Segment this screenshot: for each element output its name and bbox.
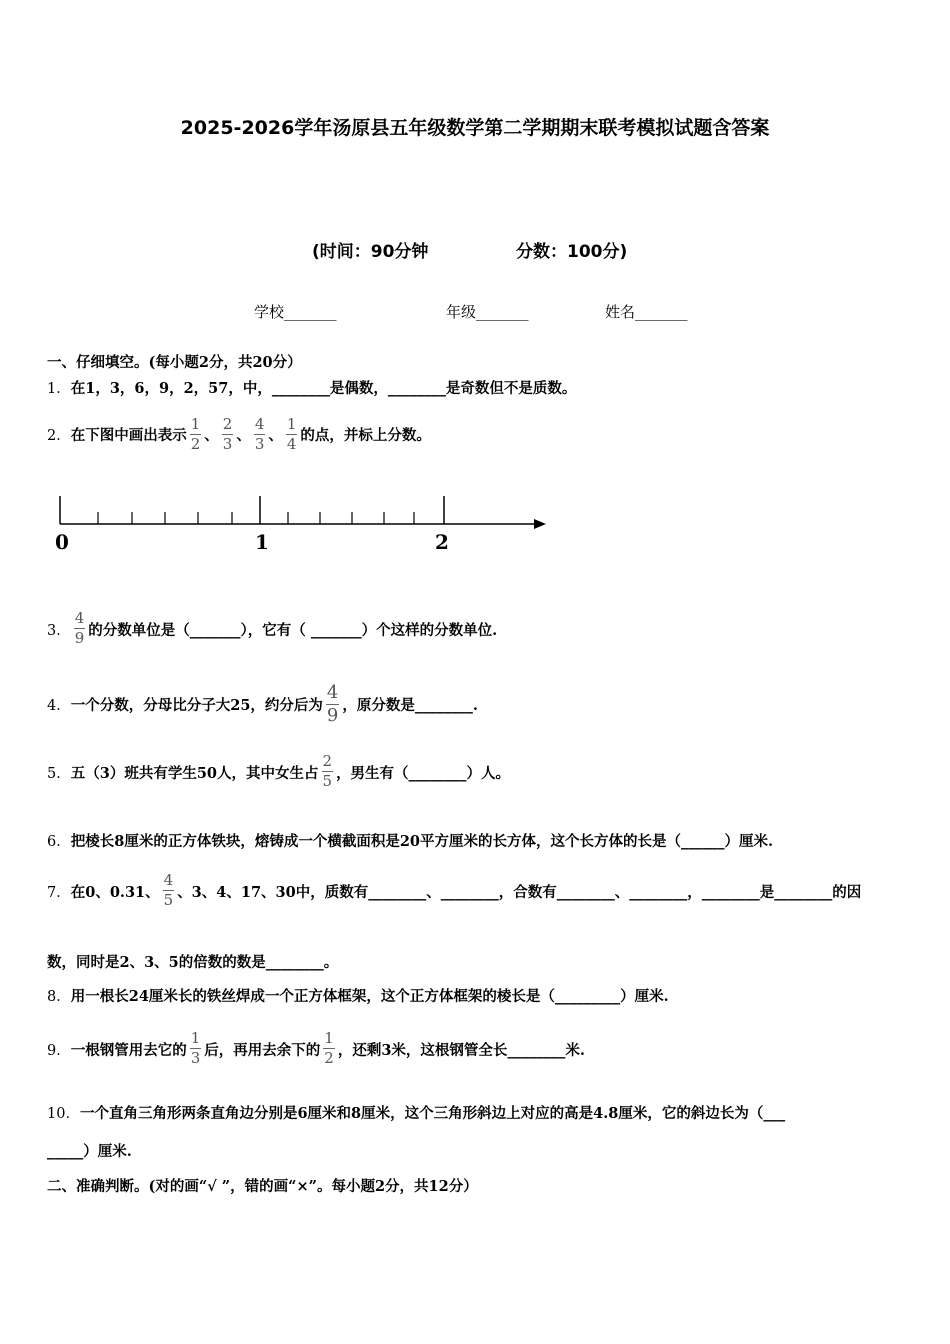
- question-number: 4．: [47, 697, 71, 714]
- question-text: 的点，并标上分数。: [300, 426, 431, 444]
- section-1-heading: 一、仔细填空。(每小题2分，共20分）: [47, 354, 302, 371]
- fraction: $\frac{1}{2}$: [190, 414, 201, 453]
- question-number: 8．: [47, 989, 71, 1005]
- question-text: 一个分数，分母比分子大25，约分后为: [70, 696, 323, 714]
- ticks: [60, 496, 444, 524]
- question-number: 9．: [47, 1043, 71, 1059]
- question-text: 后，再用去余下的: [204, 1042, 321, 1059]
- question-text: 、3、4、17、30中，质数有________、________，合数有________、________，________是________的因: [177, 884, 862, 901]
- exam-time: (时间：90分钟: [312, 242, 429, 262]
- question-number: 1．: [47, 381, 71, 397]
- question-text: 五（3）班共有学生50人，其中女生占: [70, 765, 319, 782]
- question-text: ，原分数是________.: [342, 696, 478, 714]
- question-1: [47, 377, 576, 398]
- question-text: ，男生有（________）人。: [336, 765, 511, 782]
- question-7-continued: 数，同时是2、3、5的倍数的数是________。: [47, 954, 339, 971]
- separator: 、: [268, 426, 283, 444]
- exam-score: 分数：100分): [516, 242, 628, 262]
- question-text: 把棱长8厘米的正方体铁块，熔铸成一个横截面积是20平方厘米的长方体，这个长方体的长是（______）厘米.: [70, 833, 774, 850]
- question-7: [47, 864, 861, 908]
- question-6: [47, 830, 773, 851]
- fraction: $\frac{2}{5}$: [322, 752, 333, 790]
- question-text: 用一根长24厘米长的铁丝焊成一个正方体框架，这个正方体框架的棱长是（_________）厘米.: [70, 988, 669, 1005]
- fraction: $\frac{1}{3}$: [190, 1029, 201, 1067]
- question-text: 一根钢管用去它的: [70, 1042, 187, 1059]
- page-title: 2025-2026学年汤原县五年级数学第二学期期末联考模拟试题含答案: [180, 117, 770, 139]
- question-2: [47, 412, 431, 456]
- question-4: [47, 682, 478, 726]
- separator: 、: [204, 426, 219, 444]
- question-number: 6．: [47, 834, 71, 850]
- question-number: 2．: [47, 427, 71, 444]
- question-number: 7．: [47, 885, 71, 901]
- fraction: $\frac{1}{2}$: [324, 1029, 334, 1067]
- question-text: 一个直角三角形两条直角边分别是6厘米和8厘米，这个三角形斜边上对应的高是4.8厘米，它的斜边长为（___: [79, 1105, 786, 1122]
- question-number: 10．: [47, 1106, 80, 1122]
- grade-field: 年级_______: [446, 303, 529, 321]
- question-9: [47, 1020, 585, 1066]
- question-text: 的分数单位是（_______），它有（ _______）个这样的分数单位.: [88, 622, 498, 639]
- fraction: $\frac{1}{4}$: [286, 414, 297, 453]
- arrow-head: [534, 519, 546, 529]
- fraction: $\frac{4}{5}$: [163, 871, 174, 909]
- question-10-continued: _____）厘米.: [47, 1143, 132, 1160]
- question-5: [47, 745, 510, 789]
- question-text: 在下图中画出表示: [70, 426, 187, 444]
- name-field: 姓名_______: [605, 303, 688, 321]
- section-2-heading: 二、准确判断。(对的画“√ ”，错的画“×”。每小题2分，共12分）: [47, 1178, 478, 1195]
- label-0: 0: [55, 530, 69, 554]
- number-line: [50, 488, 550, 558]
- fraction: $\frac{2}{3}$: [222, 414, 233, 453]
- question-3: [47, 602, 497, 646]
- question-8: [47, 985, 669, 1006]
- label-2: 2: [435, 530, 449, 554]
- fraction: $\frac{4}{9}$: [326, 681, 339, 726]
- question-text: ，还剩3米，这根钢管全长________米.: [337, 1042, 585, 1059]
- question-text: 在0、0.31、: [70, 884, 160, 901]
- fraction: $\frac{4}{9}$: [74, 609, 85, 647]
- school-field: 学校_______: [254, 303, 337, 321]
- fraction: $\frac{4}{3}$: [254, 414, 265, 453]
- question-text: 在1，3，6，9，2，57，中，________是偶数，________是奇数但不是质数。: [70, 380, 577, 397]
- question-number: 5．: [47, 766, 71, 782]
- question-number: 3．: [47, 623, 71, 639]
- label-1: 1: [255, 530, 269, 554]
- separator: 、: [236, 426, 251, 444]
- question-10: [47, 1102, 785, 1123]
